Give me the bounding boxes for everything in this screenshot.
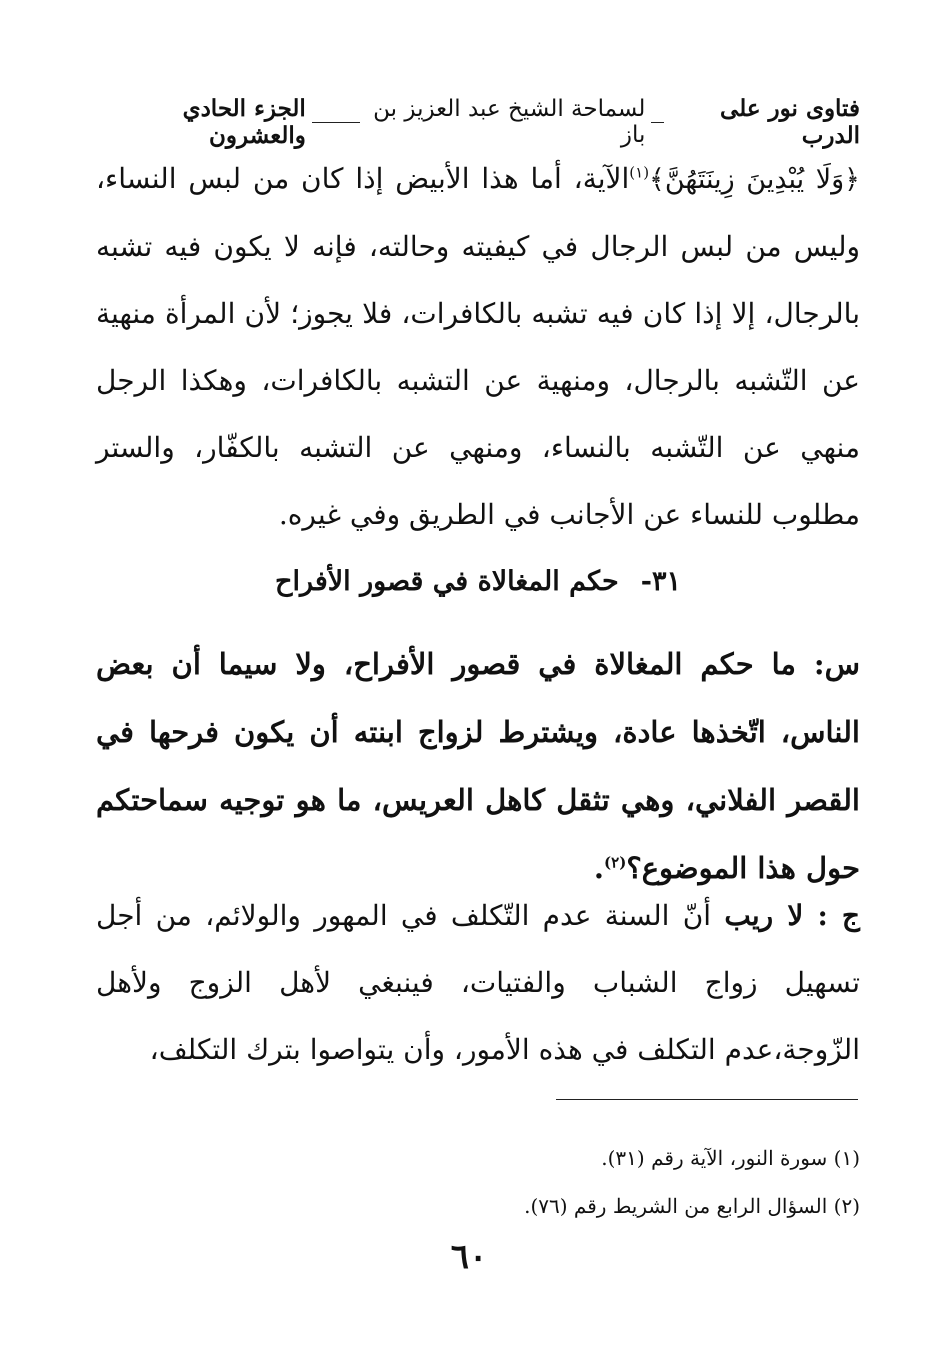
footnote-ref-2: (٢) [604,853,627,872]
quran-bracket-open: ﴿ [844,164,860,195]
quran-bracket-close: ﴾ [649,164,665,195]
section-title: حكم المغالاة في قصور الأفراح [275,566,619,597]
volume-label: الجزء الحادي والعشرون [182,95,306,149]
book-title: فتاوى نور على الدرب [720,95,860,149]
answer-text: أنّ السنة عدم التّكلف في المهور والولائم، من أجل تسهيل زواج الشباب والفتيات، فينبغي لأهل الزوج ولأهل الزّوجة،عدم التكلف في هذه الأمور، وأن يتواصوا بترك التكلف، [96,899,860,1066]
header-separator-long [312,122,360,123]
question-paragraph [96,630,860,902]
quran-verse: وَلَا يُبْدِينَ زِينَتَهُنَّ [664,164,845,195]
header-separator [651,122,664,123]
answer-prefix: ج : لا ريب [724,899,860,932]
footnote-rule [556,1099,858,1100]
footnote-2: (٢) السؤال الرابع من الشريط رقم (٧٦). [524,1194,860,1218]
paragraph-continuation [96,145,860,548]
header-author: لسماحة الشيخ عبد العزيز بن باز [373,96,646,148]
page-number: ٦٠ [450,1237,488,1277]
answer-paragraph [96,882,860,1083]
section-heading [96,552,860,612]
section-number: ٣١- [640,566,681,597]
paragraph-text: الآية، أما هذا الأبيض إذا كان من لبس النساء، وليس من لبس الرجال في كيفيته وحالته، فإنه لا يكون فيه تشبه بالرجال، إلا إذا كان فيه تشبه بالكافرات، فلا يجوز؛ لأن المرأة منهية عن التّشبه بالرجال، ومنهية عن التشبه بالكافرات، وهكذا الرجل منهي عن التّشبه بالنساء، ومنهي عن التشبه بالكفّار، والستر مطلوب للنساء عن الأجانب في الطريق وفي غيره. [96,162,860,531]
question-text: س: ما حكم المغالاة في قصور الأفراح، ولا سيما أن بعض الناس، اتّخذها عادة، ويشترط لزواج ابنته أن يكون فرحها في القصر الفلاني، وهي تثقل كاهل العريس، ما هو توجيه سماحتكم حول هذا الموضوع؟ [96,647,860,885]
running-header [96,95,860,149]
question-end: . [593,851,605,885]
footnote-ref-1: (١) [629,163,650,182]
footnote-1: (١) سورة النور، الآية رقم (٣١). [601,1146,860,1170]
